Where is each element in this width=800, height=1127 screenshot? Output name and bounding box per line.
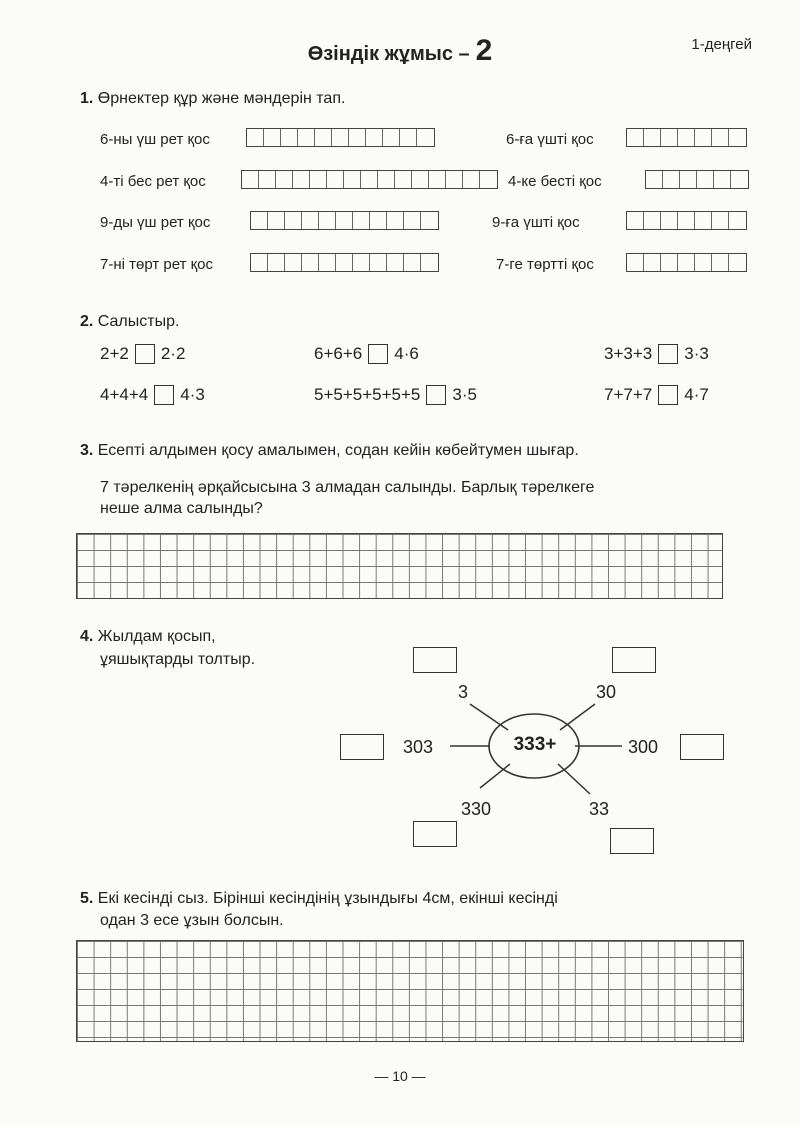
answer-box-top-right[interactable] (612, 647, 656, 673)
task1-row4-left-label: 7-ні төрт рет қос (100, 256, 214, 273)
compare-item (100, 385, 205, 405)
answer-box-bottom-left[interactable] (413, 821, 457, 847)
compare-box[interactable] (154, 385, 174, 405)
task1-row3-right-cells[interactable] (626, 211, 747, 230)
compare-item (314, 344, 419, 364)
answer-box-top-left[interactable] (413, 647, 457, 673)
task1-number: 1. (80, 90, 94, 107)
task1-row1-left-cells[interactable] (246, 128, 435, 147)
compare-item (100, 344, 185, 364)
title-number: 2 (475, 34, 493, 67)
task1-row4-right-label: 7-ге төртті қос (496, 256, 594, 273)
compare-box[interactable] (135, 344, 155, 364)
task1-row1-right-label: 6-ға үшті қос (506, 131, 594, 148)
task1-row3-left-label: 9-ды үш рет қос (100, 214, 211, 231)
task1-row3-right-label: 9-ға үшті қос (492, 214, 580, 231)
task5-answer-grid[interactable] (76, 940, 744, 1042)
task1-row4-right-cells[interactable] (626, 253, 747, 272)
task5-number: 5. (80, 890, 94, 907)
compare-left: 7+7+7 (604, 385, 653, 404)
answer-box-bottom-right[interactable] (610, 828, 654, 854)
task5-heading (80, 890, 558, 908)
page-number: — 10 — (374, 1068, 426, 1084)
compare-right: 2·2 (160, 344, 186, 363)
title-text: Өзіндік жұмыс – (307, 43, 470, 65)
task5-text-line1: Екі кесінді сыз. Бірінші кесіндінің ұзындығы 4см, екінші кесінді (97, 890, 558, 907)
spoke-value-top-left: 3 (458, 682, 469, 702)
compare-box[interactable] (658, 385, 678, 405)
task1-row4-left-cells[interactable] (250, 253, 439, 272)
spoke-value-bottom-right: 33 (589, 799, 610, 819)
task4-number: 4. (80, 628, 94, 645)
compare-right: 3·3 (684, 344, 709, 363)
compare-box[interactable] (368, 344, 388, 364)
task3-problem-line1: 7 тәрелкенің әрқайсысына 3 алмадан салынды. Барлық тәрелкеге (100, 479, 595, 496)
page-title (0, 34, 800, 68)
task1-row1-left-label: 6-ны үш рет қос (100, 131, 210, 148)
task4-text-line1: Жылдам қосып, (97, 628, 216, 645)
task4-center-value: 333+ (513, 734, 557, 755)
task3-number: 3. (80, 442, 94, 459)
task1-row2-right-label: 4-ке бесті қос (508, 173, 602, 190)
compare-left: 5+5+5+5+5+5 (314, 385, 421, 404)
compare-left: 2+2 (100, 344, 129, 363)
task1-row1-right-cells[interactable] (626, 128, 747, 147)
task1-row2-left-label: 4-ті бес рет қос (100, 173, 206, 190)
compare-item (314, 385, 477, 405)
spoke-value-left: 303 (403, 737, 434, 757)
compare-right: 4·6 (394, 344, 419, 363)
task1-row2-right-cells[interactable] (645, 170, 749, 189)
answer-box-left[interactable] (340, 734, 384, 760)
spoke-value-right: 300 (628, 737, 659, 757)
compare-left: 6+6+6 (314, 344, 363, 363)
task1-row3-left-cells[interactable] (250, 211, 439, 230)
compare-right: 3·5 (452, 385, 477, 404)
task3-problem-line2: неше алма салынды? (100, 500, 263, 517)
task4-heading (80, 628, 216, 646)
spoke-value-top-right: 30 (596, 682, 617, 702)
compare-right: 4·7 (684, 385, 709, 404)
task1-heading (80, 90, 345, 108)
compare-box[interactable] (658, 344, 678, 364)
task4-text-line2: ұяшықтарды толтыр. (100, 651, 256, 668)
answer-box-right[interactable] (680, 734, 724, 760)
task3-heading (80, 442, 579, 460)
compare-item (604, 344, 709, 364)
task3-text: Есепті алдымен қосу амалымен, содан кейін көбейтумен шығар. (97, 442, 579, 459)
task5-text-line2: одан 3 есе ұзын болсын. (100, 912, 284, 929)
task2-heading (80, 313, 179, 331)
task1-text: Өрнектер құр және мәндерін тап. (97, 90, 346, 107)
task2-text: Салыстыр. (97, 313, 180, 330)
compare-right: 4·3 (180, 385, 205, 404)
compare-left: 4+4+4 (100, 385, 149, 404)
spoke-value-bottom-left: 330 (461, 799, 492, 819)
task3-answer-grid[interactable] (76, 533, 723, 599)
task1-row2-left-cells[interactable] (241, 170, 498, 189)
compare-item (604, 385, 709, 405)
task2-number: 2. (80, 313, 94, 330)
level-label: 1-деңгей (691, 36, 752, 53)
compare-box[interactable] (426, 385, 446, 405)
compare-left: 3+3+3 (604, 344, 653, 363)
